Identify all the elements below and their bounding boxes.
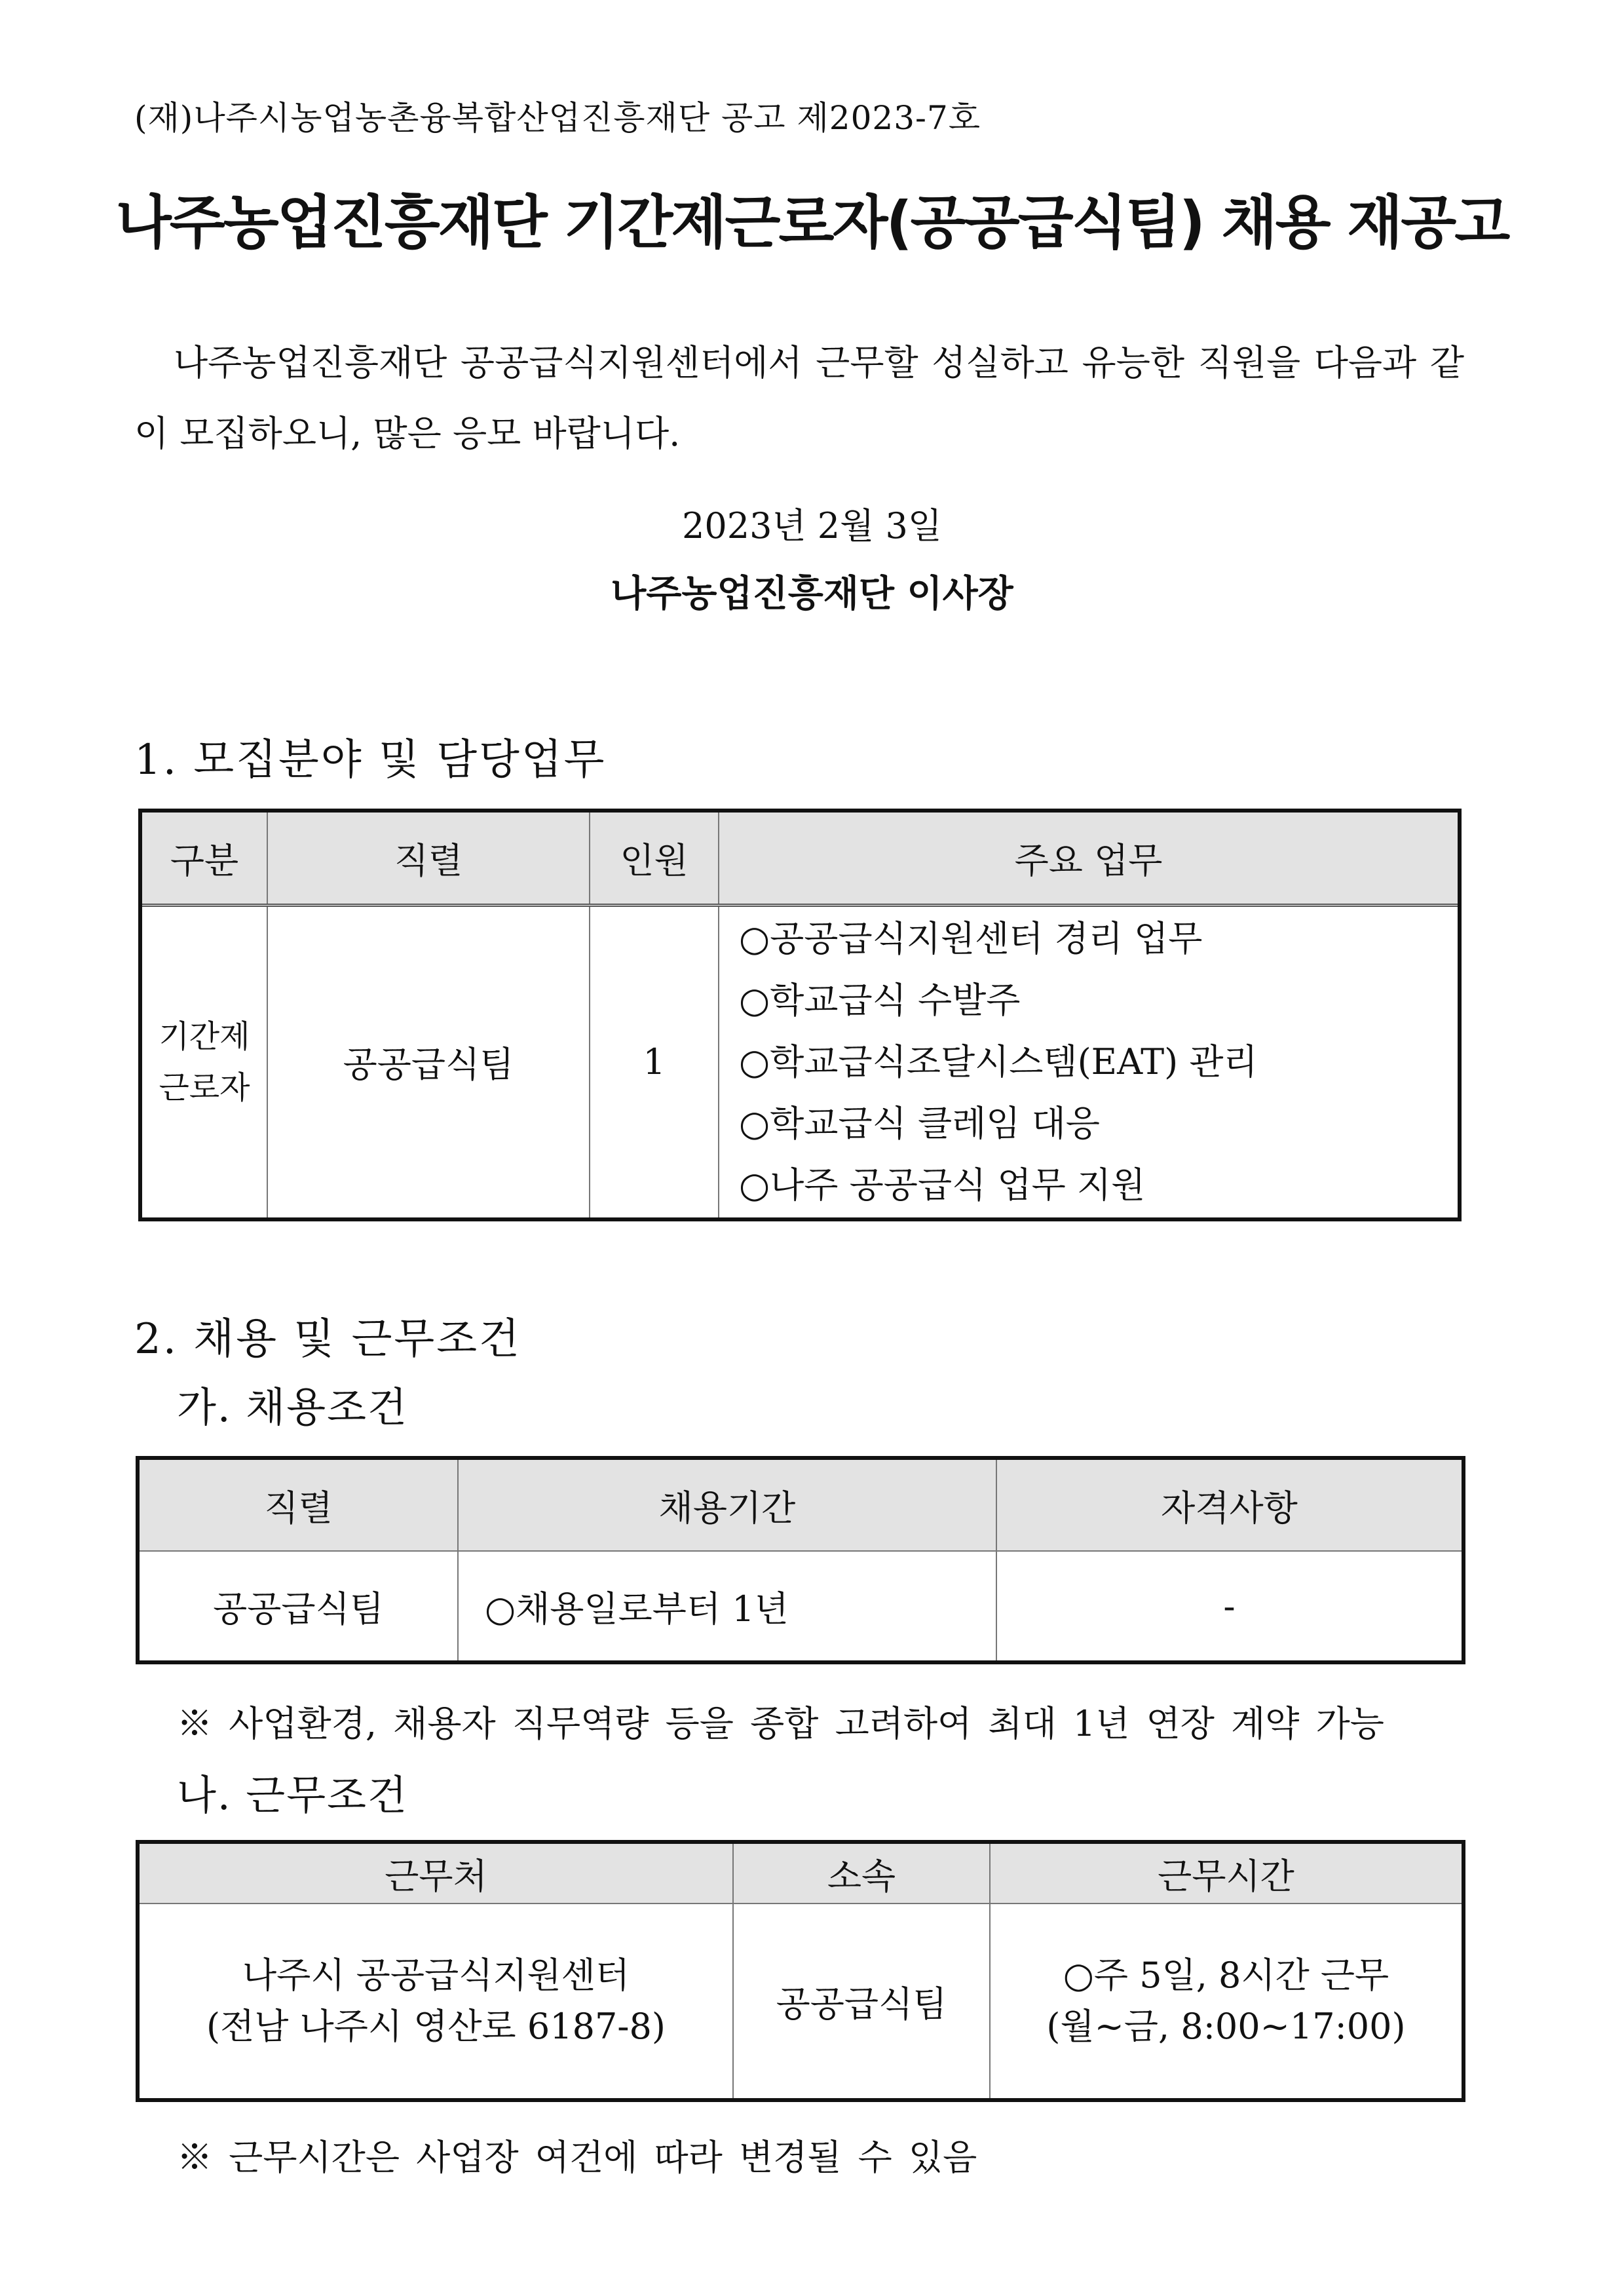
table-row [138, 1551, 1463, 1662]
workplace-address: (전남 나주시 영산로 6187-8) [206, 2006, 666, 2047]
duty-item: ○나주 공공급식 업무 지원 [739, 1164, 1146, 1206]
announcement-date: 2023년 2월 3일 [682, 505, 942, 546]
subsection-a-heading: 가. 채용조건 [177, 1383, 408, 1431]
category-line2: 근로자 [159, 1069, 250, 1106]
duties-cell [719, 905, 1460, 1219]
hours-detail: (월~금, 8:00~17:00) [1046, 2006, 1406, 2047]
employment-note: ※ 사업환경, 채용자 직무역량 등을 종합 고려하여 최대 1년 연장 계약 가능 [177, 1703, 1384, 1744]
workplace-name: 나주시 공공급식지원센터 [242, 1955, 630, 1996]
header-category: 구분 [140, 811, 267, 905]
duty-item: ○학교급식 수발주 [739, 979, 1021, 1021]
header-period: 채용기간 [458, 1458, 996, 1551]
signer: 나주농업진흥재단 이사장 [611, 572, 1013, 615]
header-count: 인원 [590, 811, 719, 905]
section2-heading: 2. 채용 및 근무조건 [134, 1315, 521, 1364]
period-cell: ○채용일로부터 1년 [458, 1551, 996, 1662]
intro-text: 나주농업진흥재단 공공급식지원센터에서 근무할 성실하고 유능한 직원을 다음과 같이 모집하오니, 많은 응모 바랍니다. [134, 342, 1464, 454]
count-cell: 1 [590, 905, 719, 1219]
header-hours: 근무시간 [990, 1842, 1463, 1904]
section1-heading: 1. 모집분야 및 담당업무 [134, 736, 607, 784]
header-position: 직렬 [267, 811, 590, 905]
subsection-b-heading: 나. 근무조건 [177, 1771, 408, 1819]
header-workplace: 근무처 [138, 1842, 733, 1904]
table-row [140, 905, 1460, 1219]
header-duties: 주요 업무 [719, 811, 1460, 905]
working-conditions-table [136, 1840, 1465, 2102]
duty-item: ○공공급식지원센터 경리 업무 [739, 917, 1203, 959]
recruitment-table [138, 809, 1462, 1221]
table-row [138, 1904, 1463, 2100]
header-position: 직렬 [138, 1458, 458, 1551]
hours-summary: ○주 5일, 8시간 근무 [1063, 1955, 1389, 1996]
duty-item: ○학교급식조달시스템(EAT) 관리 [739, 1041, 1258, 1082]
affiliation-cell: 공공급식팀 [733, 1904, 990, 2100]
hours-cell [990, 1904, 1463, 2100]
position-cell: 공공급식팀 [267, 905, 590, 1219]
working-hours-note: ※ 근무시간은 사업장 여건에 따라 변경될 수 있음 [177, 2137, 977, 2178]
position-cell: 공공급식팀 [138, 1551, 458, 1662]
header-qualification: 자격사항 [996, 1458, 1463, 1551]
notice-number: (재)나주시농업농촌융복합산업진흥재단 공고 제2023-7호 [134, 99, 981, 137]
table-header-row [138, 1842, 1463, 1904]
header-affiliation: 소속 [733, 1842, 990, 1904]
workplace-cell [138, 1904, 733, 2100]
category-line1: 기간제 [159, 1018, 250, 1055]
category-cell [140, 905, 267, 1219]
table-header-row [140, 811, 1460, 905]
document-title: 나주농업진흥재단 기간제근로자(공공급식팀) 채용 재공고 [115, 189, 1509, 256]
qualification-cell: - [996, 1551, 1463, 1662]
employment-conditions-table [136, 1456, 1465, 1664]
table-header-row [138, 1458, 1463, 1551]
intro-paragraph [134, 328, 1464, 469]
duty-item: ○학교급식 클레임 대응 [739, 1102, 1100, 1144]
